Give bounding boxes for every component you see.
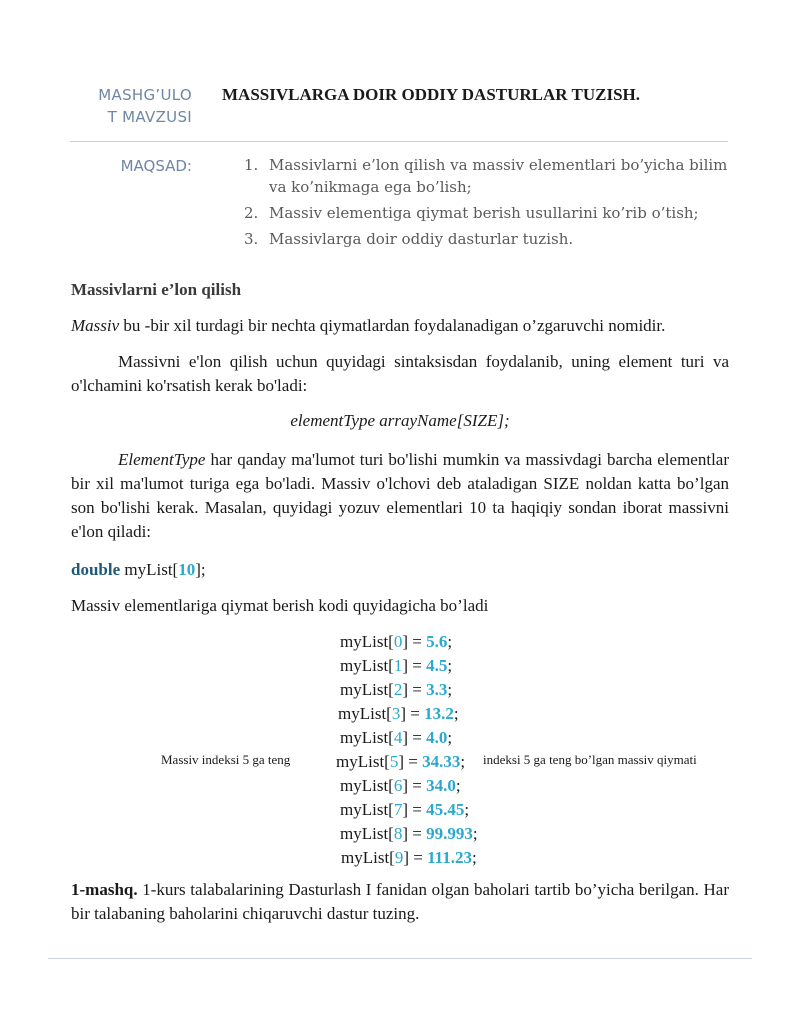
assigned-value: 5.6 [426,632,448,651]
array-index: 7 [393,800,403,819]
array-index: 4 [393,728,403,747]
assign-operator: ] = [402,824,427,843]
statement-end: ; [447,728,453,747]
value-annotation: indeksi 5 ga teng bo’lgan massiv qiymati [483,752,697,767]
array-index: 9 [394,848,404,867]
assign-operator: ] = [402,800,427,819]
statement-end: ; [447,680,453,699]
goal-text: Massivlarni e’lon qilish va massiv elementlari bo’yicha bilim va ko’nikmaga ega bo’lish; [269,156,728,196]
exercise-paragraph [71,878,729,926]
statement-end: ; [471,848,477,867]
array-name: myList[ [340,824,394,843]
array-index: 8 [393,824,403,843]
statement-end: ; [447,632,453,651]
statement-end: ; [460,752,466,771]
assignment-intro: Massiv elementlariga qiymat berish kodi quyidagicha bo’ladi [71,596,489,615]
array-name: myList[ [340,680,394,699]
goal-number: 2. [244,204,259,222]
syntax-line: elementType arrayName[SIZE]; [290,411,510,430]
array-name: myList[ [340,800,394,819]
topic-label-line2: T MAVZUSI [107,108,192,126]
goal-text: Massiv elementiga qiymat berish usullarini ko’rib o’tish; [269,204,699,222]
assigned-value: 13.2 [424,704,454,723]
array-index: 1 [393,656,403,675]
assignment-line [340,654,540,678]
array-index: 3 [391,704,401,723]
goal-number: 1. [244,156,259,174]
section-heading: Massivlarni e’lon qilish [71,280,242,299]
array-index: 5 [389,752,399,771]
array-name: myList[ [340,728,394,747]
declaration-type: double [71,560,121,579]
array-name: myList[ [340,632,394,651]
assignment-line [340,726,540,750]
footer-divider [48,958,752,959]
goals-label: MAQSAD: [120,157,192,175]
declaration-end: ]; [195,560,206,579]
syntax-intro-paragraph: Massivni e'lon qilish uchun quyidagi sintaksisdan foydalanib, uning element turi va o'lchamini ko'rsatish kerak bo'ladi: [71,352,729,395]
assign-operator: ] = [400,704,425,723]
assignment-line [338,702,538,726]
array-index: 6 [393,776,403,795]
exercise-label: 1-mashq. [71,880,138,899]
assigned-value: 99.993 [426,824,473,843]
goal-item [244,228,730,250]
goal-number: 3. [244,230,259,248]
assigned-value: 111.23 [427,848,472,867]
statement-end: ; [447,656,453,675]
array-name: myList[ [336,752,390,771]
assign-operator: ] = [402,632,427,651]
goal-item [244,154,730,198]
index-annotation: Massiv indeksi 5 ga teng [161,752,291,767]
assign-operator: ] = [402,680,427,699]
explanation-text: har qanday ma'lumot turi bo'lishi mumkin va massivdagi barcha elementlar bir xil ma'lumot turiga ega bo'ladi. Massiv o'lchovi deb ataladigan SIZE noldan katta bo’lgan son bo'lishi kerak. Masalan, quyidagi yozuv elementlari 10 ta haqiqiy sondan iborat massivni e'lon qiladi: [71,450,729,541]
assignment-line [340,798,540,822]
statement-end: ; [464,800,470,819]
array-index: 0 [393,632,403,651]
assigned-value: 4.5 [426,656,448,675]
array-name: myList[ [338,704,392,723]
statement-end: ; [455,776,461,795]
assign-operator: ] = [398,752,423,771]
topic-label [72,84,192,128]
array-name: myList[ [340,776,394,795]
array-index: 2 [393,680,403,699]
declaration-name: myList[ [120,560,179,579]
header-divider [70,141,728,142]
assigned-value: 3.3 [426,680,448,699]
declaration-line [71,558,729,582]
explanation-term: ElementType [118,450,206,469]
assignment-line [340,774,540,798]
definition-term: Massiv [71,316,120,335]
assign-operator: ] = [402,776,427,795]
explanation-paragraph [71,448,729,544]
assign-operator: ] = [402,656,427,675]
goals-list [244,154,730,254]
statement-end: ; [453,704,459,723]
assign-operator: ] = [402,728,427,747]
assign-operator: ] = [403,848,428,867]
definition-text: bu -bir xil turdagi bir nechta qiymatlardan foydalanadigan o’zgaruvchi nomidir. [119,316,666,335]
declaration-size: 10 [178,560,196,579]
assigned-value: 34.0 [426,776,456,795]
statement-end: ; [472,824,478,843]
assignment-line [340,678,540,702]
assignment-line [340,822,540,846]
array-name: myList[ [340,656,394,675]
goal-item [244,202,730,224]
assigned-value: 34.33 [422,752,461,771]
topic-label-line1: MASHG’ULO [98,86,192,104]
assignment-line [341,846,541,870]
assigned-value: 45.45 [426,800,465,819]
assigned-value: 4.0 [426,728,448,747]
goal-text: Massivlarga doir oddiy dasturlar tuzish. [269,230,574,248]
topic-title: MASSIVLARGA DOIR ODDIY DASTURLAR TUZISH. [222,85,640,104]
array-name: myList[ [341,848,395,867]
assignment-line [340,630,540,654]
definition-paragraph [71,314,729,338]
exercise-text: 1-kurs talabalarining Dasturlash I fanidan olgan baholari tartib bo’yicha berilgan. Har bir talabaning baholarini chiqaruvchi dastur tuzing. [71,880,729,923]
